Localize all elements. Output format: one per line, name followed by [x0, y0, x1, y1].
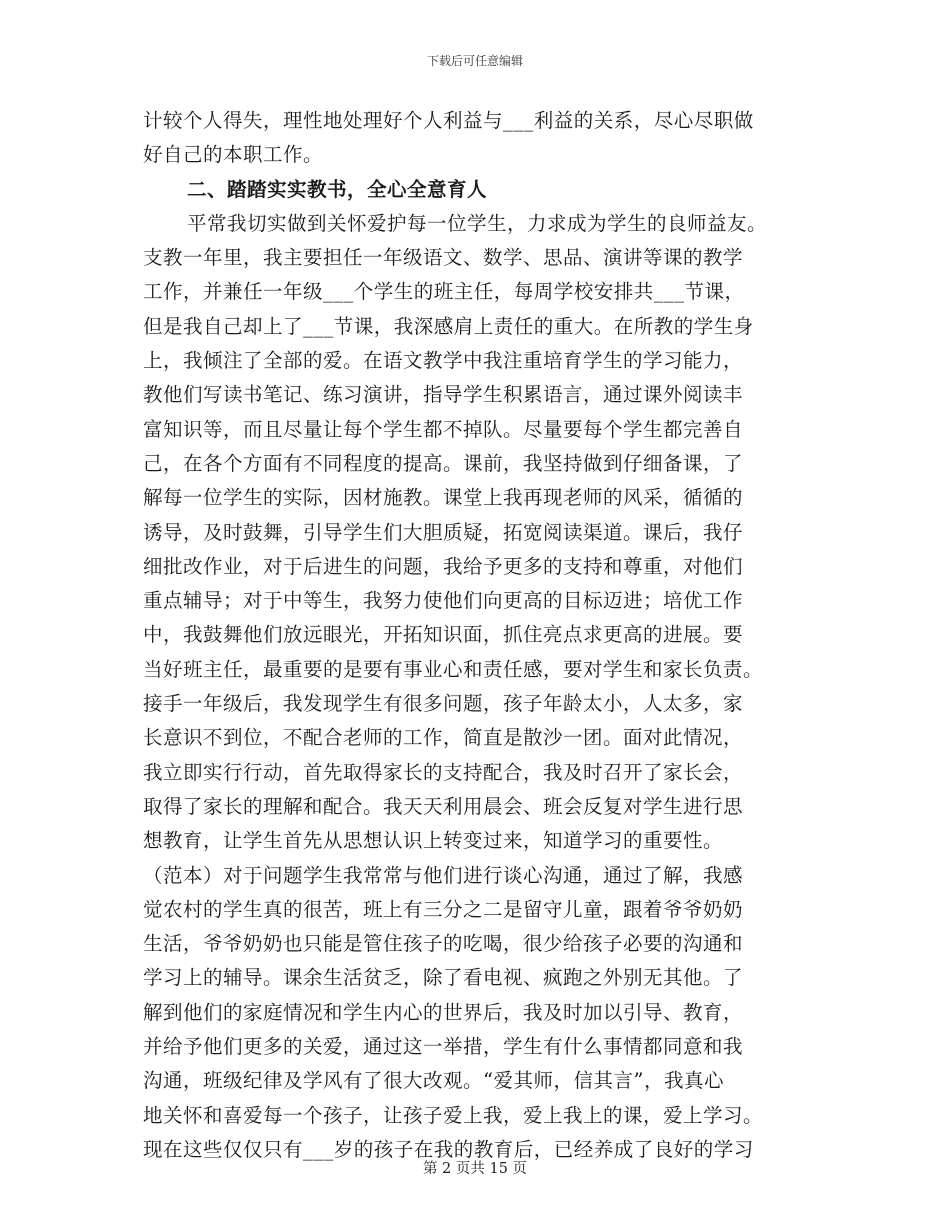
text-line: （范本）对于问题学生我常常与他们进行谈心沟通，通过了解，我感 — [143, 863, 744, 887]
text-line: 长意识不到位，不配合老师的工作，简直是散沙一团。面对此情况， — [143, 726, 744, 750]
text-line: 平常我切实做到关怀爱护每一位学生，力求成为学生的良师益友。 — [187, 211, 768, 235]
text-line: 解到他们的家庭情况和学生内心的世界后，我及时加以引导、教育， — [143, 1000, 744, 1024]
text-line: 细批改作业，对于后进生的问题，我给予更多的支持和尊重，对他们 — [143, 554, 744, 578]
text-line: 上，我倾注了全部的爱。在语文教学中我注重培育学生的学习能力， — [143, 349, 744, 373]
text-line: 现在这些仅仅只有___岁的孩子在我的教育后，已经养成了良好的学习 — [143, 1137, 754, 1161]
section-heading: 二、踏踏实实教书，全心全意育人 — [187, 177, 488, 201]
text-line: 教他们写读书笔记、练习演讲，指导学生积累语言，通过课外阅读丰 — [143, 383, 744, 407]
text-line: 计较个人得失，理性地处理好个人利益与___利益的关系，尽心尽职做 — [143, 109, 754, 132]
text-line: 生活，爷爷奶奶也只能是管住孩子的吃喝，很少给孩子必要的沟通和 — [143, 932, 744, 956]
text-line: 诱导，及时鼓舞，引导学生们大胆质疑，拓宽阅读渠道。课后，我仔 — [143, 520, 744, 544]
text-line: 己，在各个方面有不同程度的提高。课前，我坚持做到仔细备课，了 — [143, 451, 744, 475]
text-line: 并给予他们更多的关爱，通过这一举措，学生有什么事情都同意和我 — [143, 1035, 744, 1059]
text-line: 接手一年级后，我发现学生有很多问题，孩子年龄太小，人太多，家 — [143, 692, 744, 716]
page-footer: 第 2 页共 15 页 — [422, 1161, 528, 1177]
text-line: 解每一位学生的实际，因材施教。课堂上我再现老师的风采，循循的 — [143, 486, 744, 510]
page-header: 下载后可任意编辑 — [426, 54, 523, 68]
text-line: 工作，并兼任一年级___个学生的班主任，每周学校安排共___节课， — [143, 280, 745, 304]
text-line: 沟通，班级纪律及学风有了很大改观。“爱其师，信其言”，我真心 — [143, 1069, 724, 1093]
text-line: 重点辅导；对于中等生，我努力使他们向更高的目标迈进；培优工作 — [143, 589, 744, 613]
text-line: 中，我鼓舞他们放远眼光，开拓知识面，抓住亮点求更高的进展。要 — [143, 623, 744, 647]
text-line: 我立即实行行动，首先取得家长的支持配合，我及时召开了家长会， — [143, 760, 744, 784]
text-line: 取得了家长的理解和配合。我天天利用晨会、班会反复对学生进行思 — [143, 794, 744, 818]
text-line: 但是我自己却上了___节课，我深感肩上责任的重大。在所教的学生身 — [143, 314, 754, 338]
text-line: 学习上的辅导。课余生活贫乏，除了看电视、疯跑之外别无其他。了 — [143, 966, 744, 990]
text-line: 觉农村的学生真的很苦，班上有三分之二是留守儿童，跟着爷爷奶奶 — [143, 897, 744, 921]
text-line: 地关怀和喜爱每一个孩子，让孩子爱上我，爱上我上的课，爱上学习。 — [143, 1103, 764, 1127]
document-body — [143, 104, 813, 1167]
text-line: 好自己的本职工作。 — [143, 143, 324, 167]
text-line: 支教一年里，我主要担任一年级语文、数学、思品、演讲等课的教学 — [143, 246, 744, 270]
text-line: 富知识等，而且尽量让每个学生都不掉队。尽量要每个学生都完善自 — [143, 417, 744, 441]
text-line: 想教育，让学生首先从思想认识上转变过来，知道学习的重要性。 — [143, 829, 724, 853]
text-line: 当好班主任，最重要的是要有事业心和责任感，要对学生和家长负责。 — [143, 657, 764, 681]
